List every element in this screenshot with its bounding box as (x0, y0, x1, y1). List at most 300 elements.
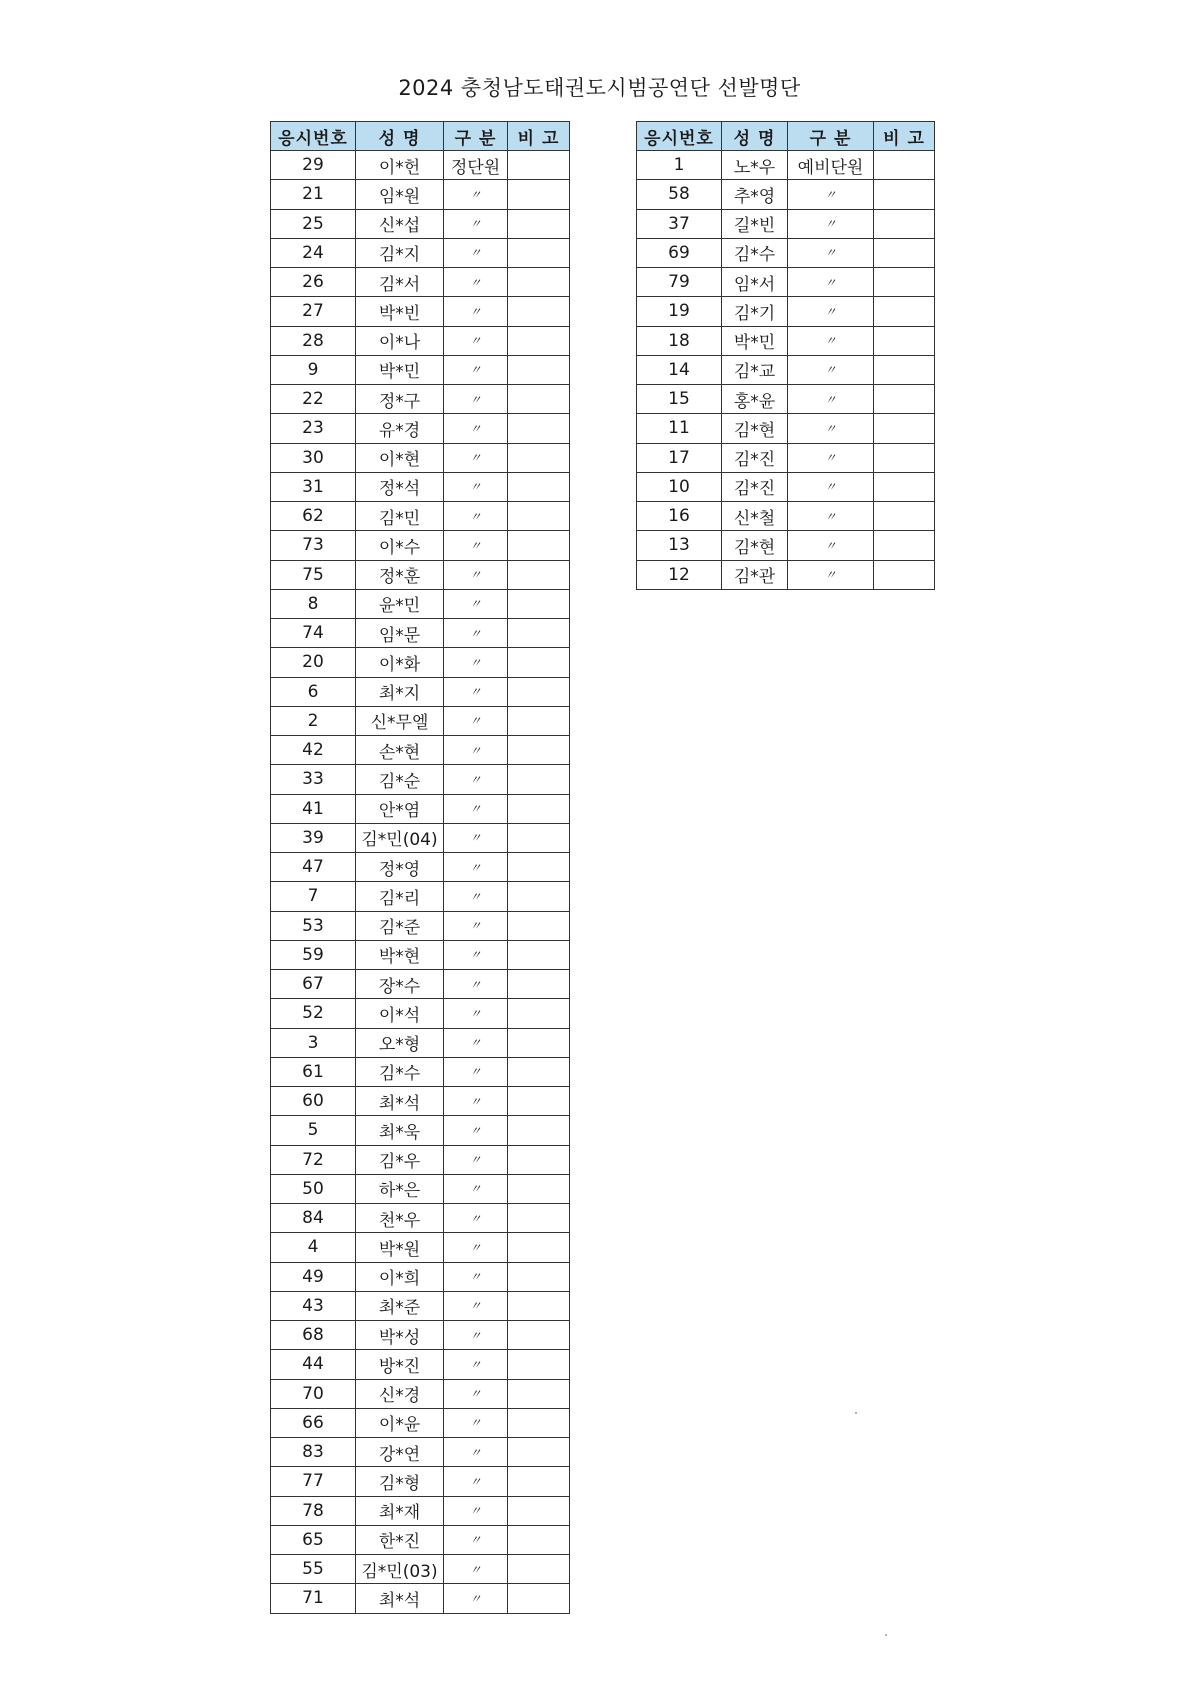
cell-exam-number: 78 (271, 1496, 356, 1525)
page-title: 2024 충청남도태권도시범공연단 선발명단 (398, 76, 801, 100)
cell-name: 오*형 (356, 1028, 444, 1057)
header-remarks: 비 고 (874, 122, 935, 151)
table-row (271, 1116, 570, 1145)
cell-category: 〃 (444, 1087, 508, 1116)
table-row (271, 1204, 570, 1233)
table-row (271, 794, 570, 823)
cell-exam-number: 71 (271, 1584, 356, 1613)
cell-exam-number: 72 (271, 1145, 356, 1174)
cell-category: 〃 (444, 1321, 508, 1350)
cell-category: 〃 (444, 268, 508, 297)
cell-category: 〃 (788, 472, 874, 501)
cell-name: 안*염 (356, 794, 444, 823)
cell-category: 〃 (444, 1467, 508, 1496)
cell-name: 임*원 (356, 180, 444, 209)
table-row (271, 1438, 570, 1467)
cell-exam-number: 53 (271, 911, 356, 940)
cell-name: 최*석 (356, 1087, 444, 1116)
cell-name: 최*석 (356, 1584, 444, 1613)
cell-exam-number: 60 (271, 1087, 356, 1116)
cell-name: 길*빈 (722, 209, 788, 238)
cell-exam-number: 79 (637, 268, 722, 297)
cell-remarks (508, 706, 570, 735)
cell-remarks (508, 1174, 570, 1203)
cell-name: 이*희 (356, 1262, 444, 1291)
cell-exam-number: 41 (271, 794, 356, 823)
cell-name: 정*훈 (356, 560, 444, 589)
table-row (271, 1350, 570, 1379)
cell-exam-number: 65 (271, 1525, 356, 1554)
cell-name: 추*영 (722, 180, 788, 209)
cell-name: 박*성 (356, 1321, 444, 1350)
table-row (271, 238, 570, 267)
cell-remarks (508, 589, 570, 618)
cell-remarks (874, 443, 935, 472)
table-header-row (637, 122, 935, 151)
cell-category: 〃 (444, 823, 508, 852)
cell-name: 신*경 (356, 1379, 444, 1408)
scan-speck (885, 1634, 887, 1636)
table-row (271, 970, 570, 999)
cell-name: 김*준 (356, 911, 444, 940)
cell-remarks (508, 619, 570, 648)
cell-category: 〃 (444, 1525, 508, 1554)
cell-name: 신*무엘 (356, 706, 444, 735)
cell-exam-number: 62 (271, 502, 356, 531)
cell-name: 노*우 (722, 151, 788, 180)
cell-category: 정단원 (444, 151, 508, 180)
cell-remarks (508, 472, 570, 501)
cell-name: 방*진 (356, 1350, 444, 1379)
cell-name: 김*민 (356, 502, 444, 531)
cell-exam-number: 69 (637, 238, 722, 267)
table-row (271, 472, 570, 501)
cell-name: 김*현 (722, 414, 788, 443)
cell-exam-number: 68 (271, 1321, 356, 1350)
cell-remarks (874, 326, 935, 355)
cell-name: 유*경 (356, 414, 444, 443)
table-row (271, 1525, 570, 1554)
cell-exam-number: 13 (637, 531, 722, 560)
cell-exam-number: 8 (271, 589, 356, 618)
cell-remarks (508, 180, 570, 209)
table-row (637, 560, 935, 589)
cell-name: 이*화 (356, 648, 444, 677)
table-row (637, 209, 935, 238)
cell-exam-number: 52 (271, 999, 356, 1028)
table-row (271, 326, 570, 355)
cell-category: 〃 (444, 1408, 508, 1437)
cell-category: 〃 (444, 911, 508, 940)
cell-remarks (874, 502, 935, 531)
table-row (271, 589, 570, 618)
cell-name: 최*준 (356, 1291, 444, 1320)
cell-name: 김*민(04) (356, 823, 444, 852)
cell-category: 〃 (444, 1057, 508, 1086)
cell-name: 박*빈 (356, 297, 444, 326)
cell-name: 김*서 (356, 268, 444, 297)
cell-exam-number: 2 (271, 706, 356, 735)
cell-exam-number: 20 (271, 648, 356, 677)
cell-category: 〃 (444, 472, 508, 501)
table-row (271, 736, 570, 765)
table-row (271, 911, 570, 940)
cell-remarks (508, 677, 570, 706)
cell-remarks (508, 443, 570, 472)
cell-name: 최*욱 (356, 1116, 444, 1145)
cell-exam-number: 84 (271, 1204, 356, 1233)
cell-name: 김*수 (356, 1057, 444, 1086)
cell-exam-number: 70 (271, 1379, 356, 1408)
cell-category: 〃 (444, 209, 508, 238)
cell-name: 최*재 (356, 1496, 444, 1525)
table-row (271, 385, 570, 414)
cell-name: 김*리 (356, 882, 444, 911)
table-row (271, 268, 570, 297)
cell-exam-number: 33 (271, 765, 356, 794)
cell-category: 〃 (444, 1350, 508, 1379)
table-row (271, 1584, 570, 1613)
cell-remarks (508, 355, 570, 384)
table-row (271, 823, 570, 852)
cell-category: 〃 (444, 794, 508, 823)
cell-exam-number: 21 (271, 180, 356, 209)
cell-category: 〃 (444, 502, 508, 531)
cell-exam-number: 74 (271, 619, 356, 648)
cell-exam-number: 24 (271, 238, 356, 267)
cell-exam-number: 19 (637, 297, 722, 326)
table-row (271, 1174, 570, 1203)
cell-category: 〃 (444, 1496, 508, 1525)
cell-exam-number: 77 (271, 1467, 356, 1496)
cell-category: 〃 (788, 268, 874, 297)
table-row (271, 1291, 570, 1320)
header-category: 구 분 (444, 122, 508, 151)
cell-category: 〃 (788, 385, 874, 414)
header-remarks: 비 고 (508, 122, 570, 151)
cell-name: 강*연 (356, 1438, 444, 1467)
cell-remarks (508, 1555, 570, 1584)
cell-exam-number: 16 (637, 502, 722, 531)
cell-remarks (508, 1408, 570, 1437)
cell-category: 〃 (444, 765, 508, 794)
cell-exam-number: 59 (271, 940, 356, 969)
table-row (271, 1087, 570, 1116)
cell-category: 〃 (444, 970, 508, 999)
cell-remarks (874, 151, 935, 180)
table-row (271, 443, 570, 472)
cell-exam-number: 28 (271, 326, 356, 355)
cell-exam-number: 66 (271, 1408, 356, 1437)
cell-category: 〃 (444, 326, 508, 355)
cell-name: 이*나 (356, 326, 444, 355)
cell-category: 〃 (444, 355, 508, 384)
cell-remarks (508, 560, 570, 589)
cell-category: 〃 (444, 736, 508, 765)
table-row (271, 1408, 570, 1437)
table-row (271, 1233, 570, 1262)
cell-category: 〃 (788, 560, 874, 589)
cell-name: 김*현 (722, 531, 788, 560)
cell-remarks (508, 385, 570, 414)
main-member-table (270, 121, 570, 1614)
table-row (271, 706, 570, 735)
table-row (271, 1145, 570, 1174)
table-row (271, 1496, 570, 1525)
table-row (637, 531, 935, 560)
cell-remarks (508, 209, 570, 238)
cell-exam-number: 58 (637, 180, 722, 209)
cell-category: 〃 (444, 1555, 508, 1584)
cell-remarks (508, 297, 570, 326)
cell-category: 〃 (444, 531, 508, 560)
cell-name: 이*현 (356, 443, 444, 472)
table-row (637, 238, 935, 267)
cell-exam-number: 75 (271, 560, 356, 589)
cell-remarks (874, 414, 935, 443)
cell-remarks (508, 1116, 570, 1145)
cell-exam-number: 23 (271, 414, 356, 443)
table-row (271, 414, 570, 443)
cell-exam-number: 5 (271, 1116, 356, 1145)
table-row (271, 531, 570, 560)
cell-exam-number: 55 (271, 1555, 356, 1584)
cell-remarks (508, 999, 570, 1028)
cell-remarks (874, 268, 935, 297)
table-row (271, 151, 570, 180)
cell-exam-number: 42 (271, 736, 356, 765)
header-name: 성 명 (722, 122, 788, 151)
table-row (271, 765, 570, 794)
cell-remarks (508, 940, 570, 969)
cell-remarks (508, 765, 570, 794)
table-row (637, 355, 935, 384)
cell-exam-number: 3 (271, 1028, 356, 1057)
cell-exam-number: 26 (271, 268, 356, 297)
cell-category: 〃 (788, 414, 874, 443)
cell-remarks (508, 882, 570, 911)
cell-name: 김*진 (722, 443, 788, 472)
cell-name: 김*관 (722, 560, 788, 589)
cell-exam-number: 61 (271, 1057, 356, 1086)
cell-name: 박*현 (356, 940, 444, 969)
table-header-row (271, 122, 570, 151)
cell-exam-number: 67 (271, 970, 356, 999)
cell-name: 박*민 (722, 326, 788, 355)
cell-category: 〃 (444, 1438, 508, 1467)
cell-category: 〃 (444, 1028, 508, 1057)
cell-remarks (874, 472, 935, 501)
cell-remarks (508, 853, 570, 882)
table-row (637, 326, 935, 355)
cell-category: 〃 (444, 1116, 508, 1145)
header-exam-number: 응시번호 (637, 122, 722, 151)
table-row (271, 999, 570, 1028)
cell-exam-number: 6 (271, 677, 356, 706)
cell-remarks (508, 911, 570, 940)
cell-remarks (508, 736, 570, 765)
table-row (637, 151, 935, 180)
table-row (271, 940, 570, 969)
cell-remarks (874, 297, 935, 326)
scan-speck (855, 1412, 857, 1414)
cell-name: 이*석 (356, 999, 444, 1028)
cell-exam-number: 31 (271, 472, 356, 501)
cell-exam-number: 47 (271, 853, 356, 882)
cell-exam-number: 73 (271, 531, 356, 560)
cell-category: 〃 (788, 238, 874, 267)
cell-remarks (508, 1525, 570, 1554)
cell-category: 〃 (444, 238, 508, 267)
cell-category: 〃 (444, 648, 508, 677)
cell-exam-number: 15 (637, 385, 722, 414)
table-row (637, 502, 935, 531)
cell-category: 예비단원 (788, 151, 874, 180)
cell-name: 김*진 (722, 472, 788, 501)
cell-name: 김*순 (356, 765, 444, 794)
cell-name: 하*은 (356, 1174, 444, 1203)
cell-name: 박*원 (356, 1233, 444, 1262)
cell-remarks (508, 414, 570, 443)
table-row (271, 619, 570, 648)
cell-remarks (508, 238, 570, 267)
cell-category: 〃 (788, 531, 874, 560)
cell-exam-number: 4 (271, 1233, 356, 1262)
cell-category: 〃 (788, 209, 874, 238)
cell-name: 김*형 (356, 1467, 444, 1496)
cell-remarks (508, 1145, 570, 1174)
cell-name: 홍*윤 (722, 385, 788, 414)
cell-exam-number: 44 (271, 1350, 356, 1379)
cell-exam-number: 49 (271, 1262, 356, 1291)
cell-remarks (508, 531, 570, 560)
cell-name: 정*석 (356, 472, 444, 501)
table-row (271, 180, 570, 209)
cell-remarks (508, 1321, 570, 1350)
cell-category: 〃 (444, 1204, 508, 1233)
cell-category: 〃 (444, 385, 508, 414)
table-row (271, 560, 570, 589)
cell-exam-number: 50 (271, 1174, 356, 1203)
cell-category: 〃 (444, 589, 508, 618)
cell-remarks (874, 560, 935, 589)
table-row (271, 853, 570, 882)
cell-exam-number: 39 (271, 823, 356, 852)
cell-remarks (508, 648, 570, 677)
table-row (637, 472, 935, 501)
cell-category: 〃 (444, 560, 508, 589)
cell-remarks (874, 238, 935, 267)
cell-name: 김*지 (356, 238, 444, 267)
cell-name: 손*현 (356, 736, 444, 765)
cell-remarks (508, 502, 570, 531)
cell-exam-number: 83 (271, 1438, 356, 1467)
cell-remarks (508, 268, 570, 297)
table-row (271, 1262, 570, 1291)
cell-category: 〃 (788, 297, 874, 326)
cell-name: 최*지 (356, 677, 444, 706)
table-row (271, 1321, 570, 1350)
cell-remarks (508, 1379, 570, 1408)
cell-remarks (508, 1291, 570, 1320)
cell-category: 〃 (444, 999, 508, 1028)
cell-name: 이*헌 (356, 151, 444, 180)
cell-name: 정*구 (356, 385, 444, 414)
header-name: 성 명 (356, 122, 444, 151)
cell-category: 〃 (444, 1262, 508, 1291)
cell-category: 〃 (444, 1379, 508, 1408)
table-row (637, 443, 935, 472)
cell-exam-number: 18 (637, 326, 722, 355)
cell-remarks (874, 180, 935, 209)
cell-exam-number: 7 (271, 882, 356, 911)
table-row (637, 297, 935, 326)
cell-remarks (508, 326, 570, 355)
cell-remarks (508, 794, 570, 823)
cell-name: 이*수 (356, 531, 444, 560)
cell-exam-number: 37 (637, 209, 722, 238)
table-row (637, 385, 935, 414)
cell-remarks (874, 531, 935, 560)
cell-name: 김*민(03) (356, 1555, 444, 1584)
cell-remarks (508, 1438, 570, 1467)
cell-remarks (508, 1204, 570, 1233)
header-category: 구 분 (788, 122, 874, 151)
cell-name: 임*문 (356, 619, 444, 648)
cell-category: 〃 (444, 853, 508, 882)
cell-remarks (508, 823, 570, 852)
cell-category: 〃 (788, 443, 874, 472)
table-row (271, 648, 570, 677)
table-row (271, 355, 570, 384)
cell-exam-number: 10 (637, 472, 722, 501)
table-row (271, 297, 570, 326)
cell-remarks (508, 1584, 570, 1613)
cell-category: 〃 (444, 1584, 508, 1613)
cell-exam-number: 1 (637, 151, 722, 180)
cell-remarks (508, 151, 570, 180)
cell-category: 〃 (444, 297, 508, 326)
cell-category: 〃 (444, 180, 508, 209)
cell-remarks (508, 1496, 570, 1525)
cell-exam-number: 22 (271, 385, 356, 414)
cell-exam-number: 12 (637, 560, 722, 589)
cell-category: 〃 (788, 326, 874, 355)
table-row (637, 414, 935, 443)
cell-category: 〃 (788, 180, 874, 209)
cell-category: 〃 (444, 619, 508, 648)
table-row (271, 1028, 570, 1057)
cell-remarks (508, 1350, 570, 1379)
cell-name: 김*교 (722, 355, 788, 384)
cell-exam-number: 43 (271, 1291, 356, 1320)
cell-exam-number: 11 (637, 414, 722, 443)
cell-category: 〃 (444, 677, 508, 706)
cell-name: 천*우 (356, 1204, 444, 1233)
table-row (271, 1467, 570, 1496)
cell-name: 임*서 (722, 268, 788, 297)
cell-name: 박*민 (356, 355, 444, 384)
cell-name: 이*윤 (356, 1408, 444, 1437)
table-row (271, 502, 570, 531)
cell-category: 〃 (444, 706, 508, 735)
header-exam-number: 응시번호 (271, 122, 356, 151)
table-row (271, 1555, 570, 1584)
table-row (271, 1379, 570, 1408)
cell-exam-number: 9 (271, 355, 356, 384)
cell-remarks (508, 1028, 570, 1057)
cell-category: 〃 (788, 502, 874, 531)
